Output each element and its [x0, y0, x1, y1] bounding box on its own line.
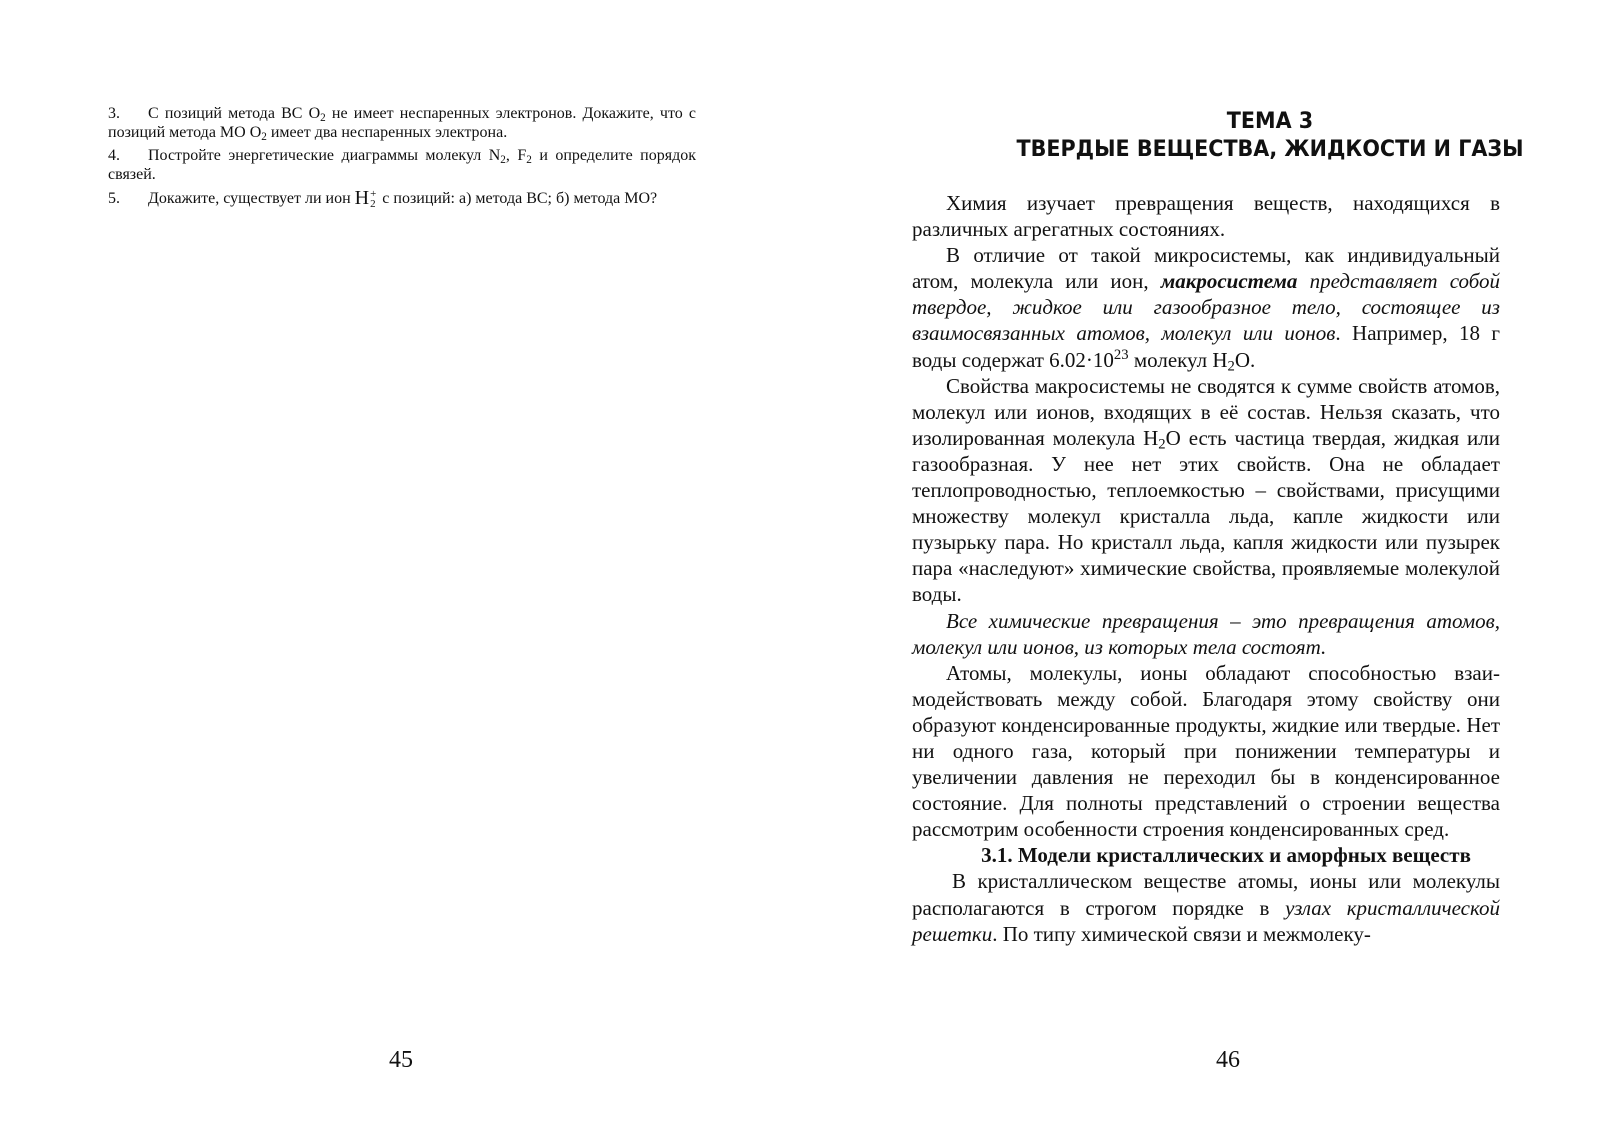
section-heading: 3.1. Модели кристаллических и аморфных веществ	[981, 843, 1471, 868]
formula-superscript: +	[370, 188, 377, 201]
exercise-number: 3.	[108, 105, 120, 122]
exercise-text: Докажите, существует ли ион	[148, 190, 351, 207]
exercise-text: с позиций: а) метода ВС; б) метода МО?	[378, 190, 658, 207]
right-page	[800, 0, 1600, 1131]
page-number: 45	[389, 1047, 413, 1073]
subscript: 2	[320, 111, 326, 124]
subscript: 2	[500, 153, 506, 166]
exercise-list	[108, 104, 696, 212]
ion-formula	[355, 187, 377, 209]
text-run: 10	[1092, 347, 1114, 372]
text-run: . Например, 18 г воды содержат 6.02	[912, 321, 1500, 372]
paragraph-italic	[912, 608, 1500, 660]
paragraph	[912, 868, 1500, 946]
paragraph	[912, 373, 1500, 608]
text-run: . По типу химической связи и межмолеку-	[992, 921, 1371, 946]
text-run: O.	[1234, 347, 1256, 372]
paragraph	[912, 242, 1500, 375]
text-italic: узлах кристаллической решетки	[912, 895, 1501, 946]
text-run: Все химические превращения – это превращения атомов, молекул или ионов, из которых тела состоят.	[912, 608, 1500, 659]
text-run: молекул H	[1128, 347, 1228, 372]
body-text	[912, 190, 1500, 947]
exercise-text: Постройте энергетические диаграммы молекул N	[148, 147, 501, 164]
paragraph: Атомы, молекулы, ионы обладают способностью взаимодействовать между собой. Благодаря этому свойству они образуют конденсированные продукты, жидкие или твердые. Нет ни одного газа, который при понижении температуры и увеличении давления не переходил бы в конденсированное состояние. Для полноты представлений о строении вещества рассмотрим особенности строения конденсированных сред.	[912, 660, 1500, 842]
page-number: 46	[1216, 1047, 1240, 1073]
formula-indices	[370, 189, 376, 209]
definition-italic: представляет собой твердое, жидкое или газообразное тело, состоящее из взаимосвязанных атомов, молекул или ионов	[912, 269, 1500, 346]
exercise-text: имеет два неспаренных электрона.	[266, 124, 508, 141]
exercise-3	[108, 104, 696, 142]
multiply-dot: ·	[1085, 347, 1093, 372]
subscript: 2	[526, 153, 532, 166]
exercise-5	[108, 187, 696, 211]
exercise-text: С позиций метода ВС O	[148, 105, 321, 122]
text-run: В отличие от такой микросистемы, как индивидуальный атом, молекула или ион,	[912, 243, 1500, 294]
formula-subscript: 2	[370, 198, 376, 211]
chapter-number: ТЕМА 3	[1226, 109, 1314, 134]
exercise-number: 5.	[108, 190, 120, 207]
chapter-title: ТВЕРДЫЕ ВЕЩЕСТВА, ЖИДКОСТИ И ГАЗЫ	[1016, 137, 1524, 162]
subscript: 2	[1158, 436, 1166, 453]
exponent: 23	[1113, 346, 1129, 363]
paragraph: Химия изучает превращения веществ, находящихся в различных агрегатных состояниях.	[912, 191, 1500, 242]
term-bold: макросистема	[1160, 269, 1298, 294]
text-run: Свойства макросистемы не сводятся к сумме свойств атомов, молекул или ионов, входящих в её состав. Нельзя сказать, что изолированная молекула H	[912, 373, 1500, 450]
chapter-heading	[941, 108, 1599, 164]
exercise-4	[108, 146, 696, 184]
text-run: O есть частица твердая, жидкая или газообразная. У нее нет этих свойств. Она не обладает теплопроводностью, теплоемкостью – свойствами, присущими множеству молекул кристалла льда, капле жидкости или пузырьку пара. Но кристалл льда, капля жидкости или пузырек пара «наследуют» химические свойства, проявляемые молекулой воды.	[912, 425, 1500, 607]
exercise-number: 4.	[108, 147, 120, 164]
exercise-text: не имеет неспаренных электронов. Докажите, что с позиций метода МО O	[108, 105, 696, 141]
formula-base: H	[354, 187, 370, 209]
subscript: 2	[1227, 358, 1235, 375]
subscript: 2	[261, 130, 267, 143]
exercise-text: , F	[505, 147, 527, 164]
exercise-text: и определите порядок связей.	[108, 147, 697, 183]
text-run: В кристаллическом веществе атомы, ионы или молекулы располагаются в строгом порядке в	[912, 869, 1500, 920]
